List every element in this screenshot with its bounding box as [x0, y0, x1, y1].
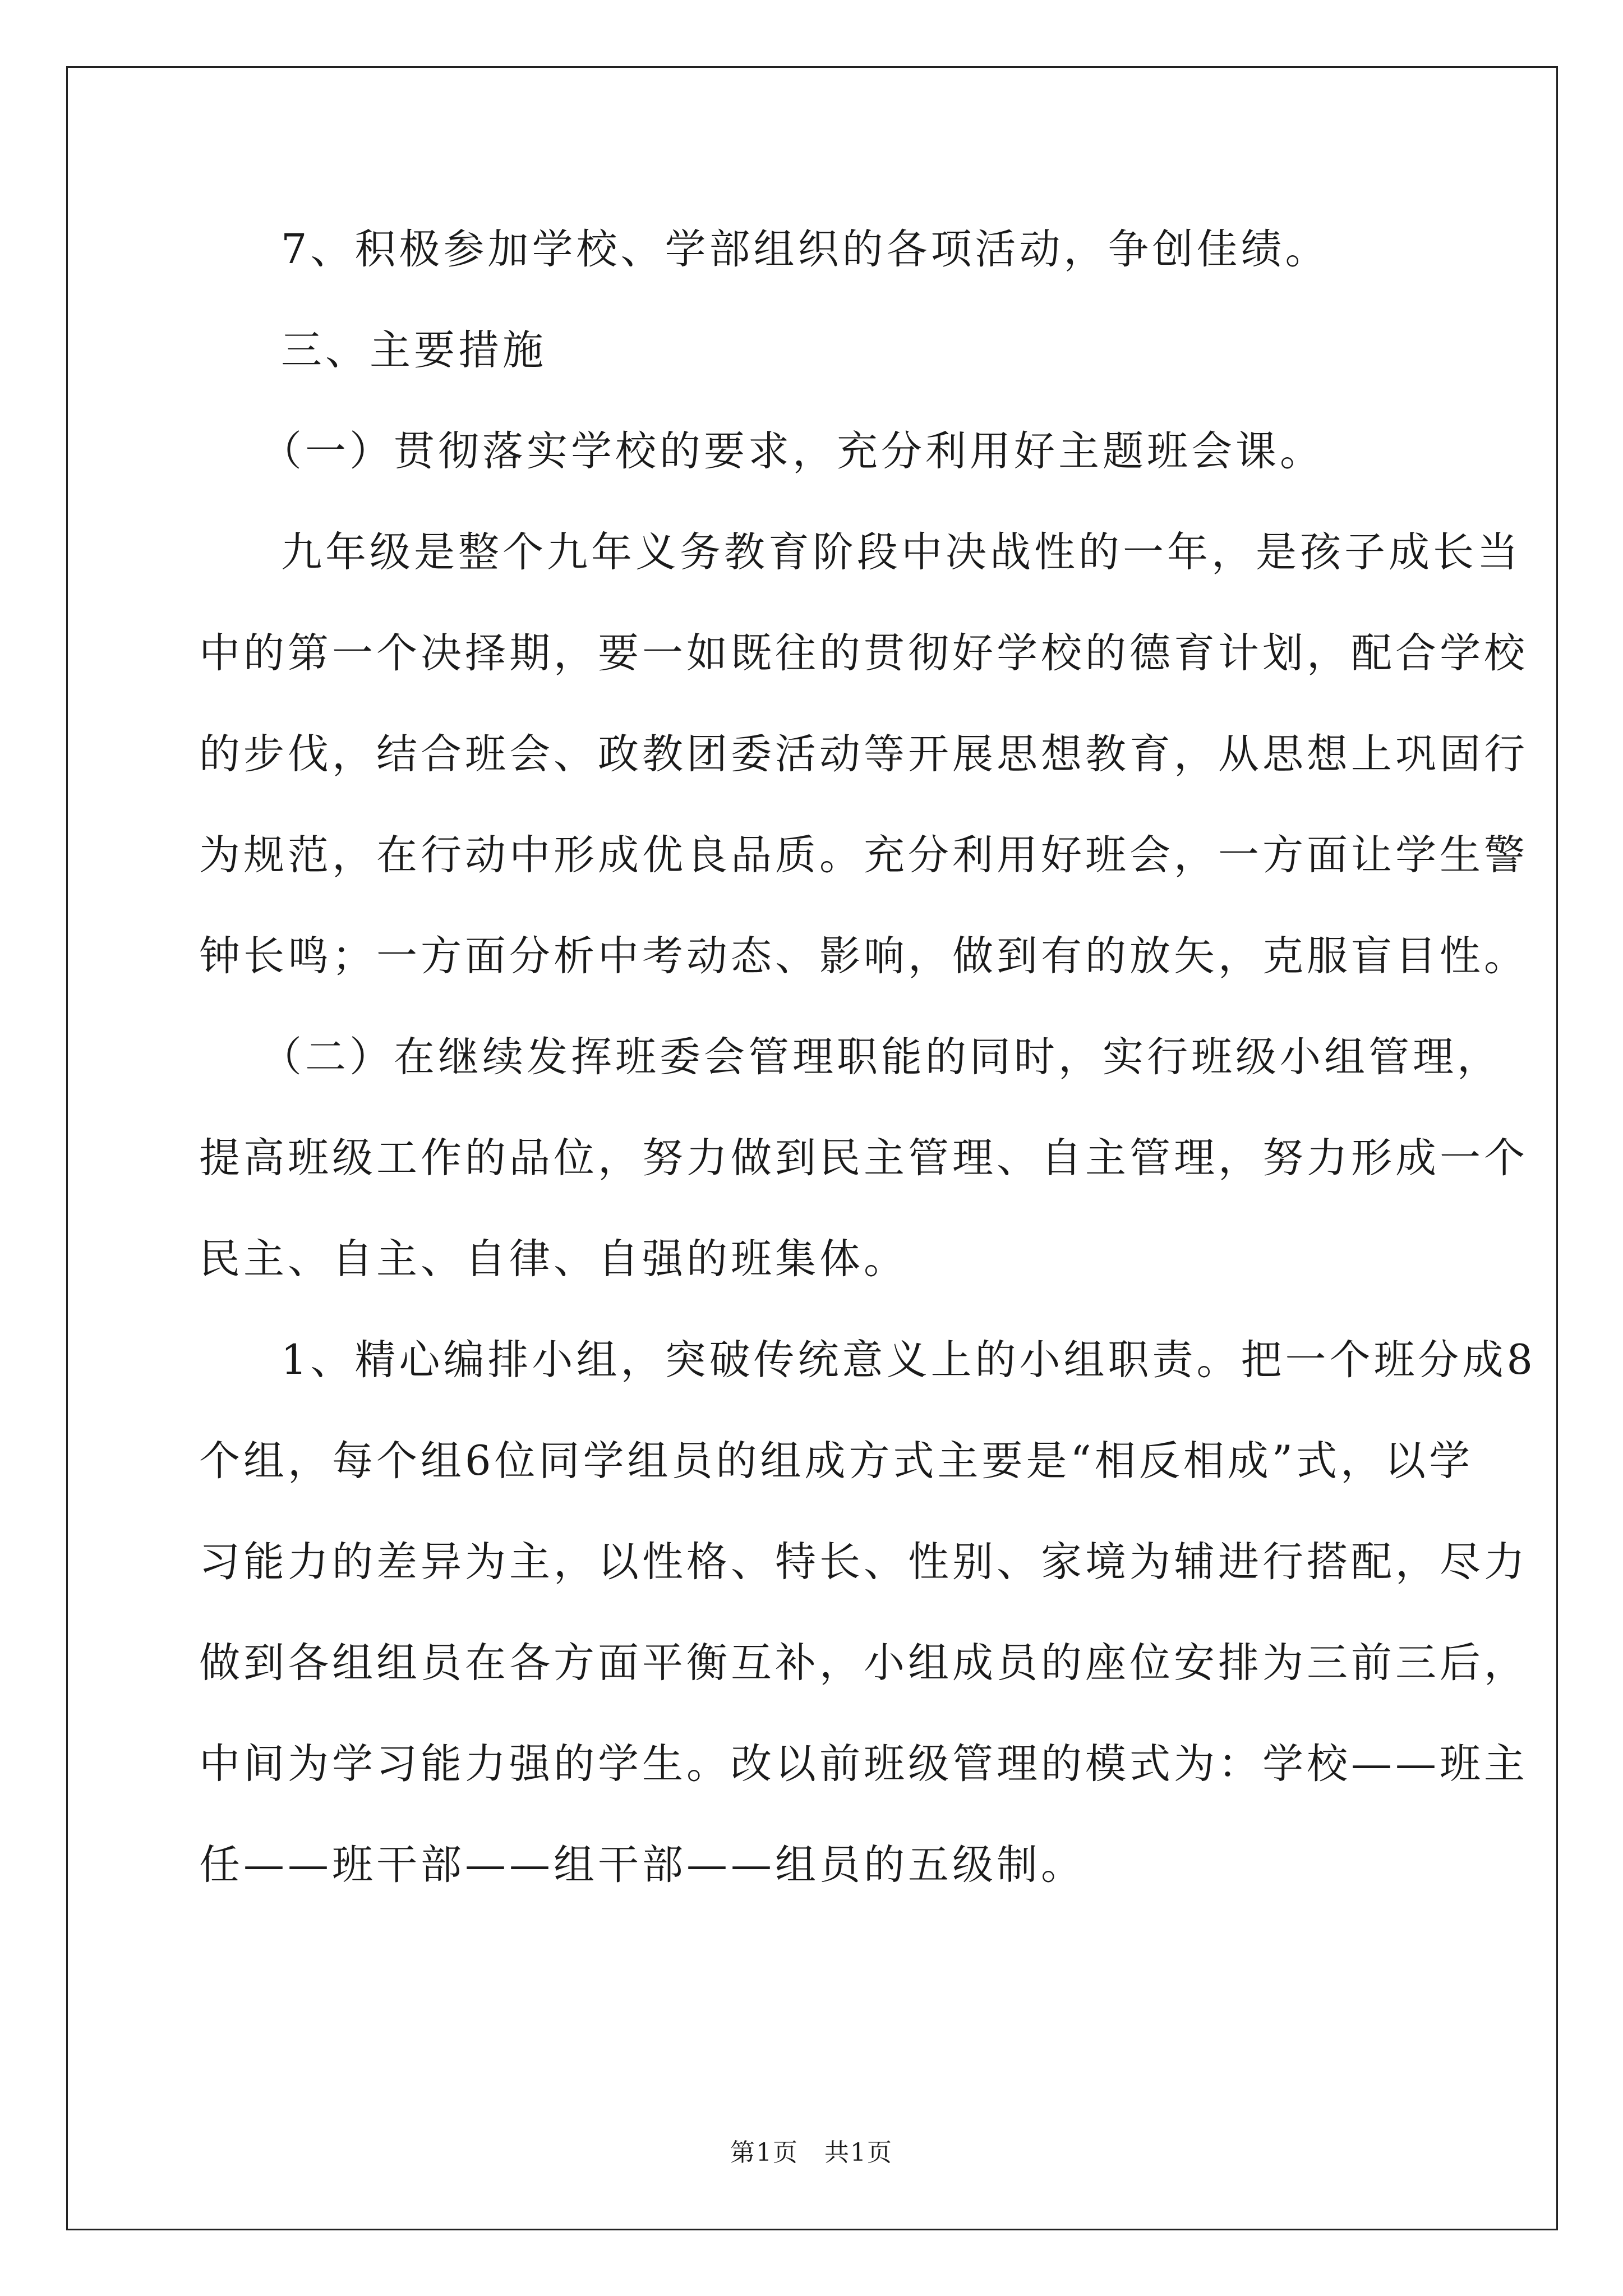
paragraph-line: 民主、自主、自律、自强的班集体。	[199, 1235, 908, 1283]
paragraph-line: 为规范，在行动中形成优良品质。充分利用好班会，一方面让学生警	[199, 831, 1528, 879]
page-number-footer: 第1页 共1页	[730, 2138, 893, 2167]
paragraph-line: 中的第一个决择期，要一如既往的贯彻好学校的德育计划，配合学校	[199, 629, 1528, 677]
paragraph-item-7: 7、积极参加学校、学部组织的各项活动，争创佳绩。	[281, 226, 1330, 273]
paragraph-line: 任——班干部——组干部——组员的五级制。	[199, 1841, 1085, 1889]
document-body	[199, 199, 1536, 1916]
paragraph-line: 1、精心编排小组，突破传统意义上的小组职责。把一个班分成8	[281, 1336, 1536, 1384]
subsection-heading-1: （一）贯彻落实学校的要求，充分利用好主题班会课。	[261, 427, 1324, 475]
paragraph-line: 做到各组组员在各方面平衡互补，小组成员的座位安排为三前三后，	[199, 1639, 1528, 1687]
paragraph-line: 九年级是整个九年义务教育阶段中决战性的一年，是孩子成长当	[281, 528, 1521, 576]
paragraph-line: 提高班级工作的品位，努力做到民主管理、自主管理，努力形成一个	[199, 1134, 1528, 1182]
section-heading-measures: 三、主要措施	[281, 326, 547, 374]
subsection-heading-2: （二）在继续发挥班委会管理职能的同时，实行班级小组管理，	[261, 1033, 1501, 1081]
paragraph-line: 个组，每个组6位同学组员的组成方式主要是“相反相成”式，以学	[199, 1437, 1474, 1485]
paragraph-line: 中间为学习能力强的学生。改以前班级管理的模式为：学校——班主	[199, 1740, 1528, 1788]
paragraph-line: 钟长鸣；一方面分析中考动态、影响，做到有的放矢，克服盲目性。	[199, 932, 1528, 980]
paragraph-line: 的步伐，结合班会、政教团委活动等开展思想教育，从思想上巩固行	[199, 730, 1528, 778]
paragraph-line: 习能力的差异为主，以性格、特长、性别、家境为辅进行搭配，尽力	[199, 1538, 1528, 1586]
